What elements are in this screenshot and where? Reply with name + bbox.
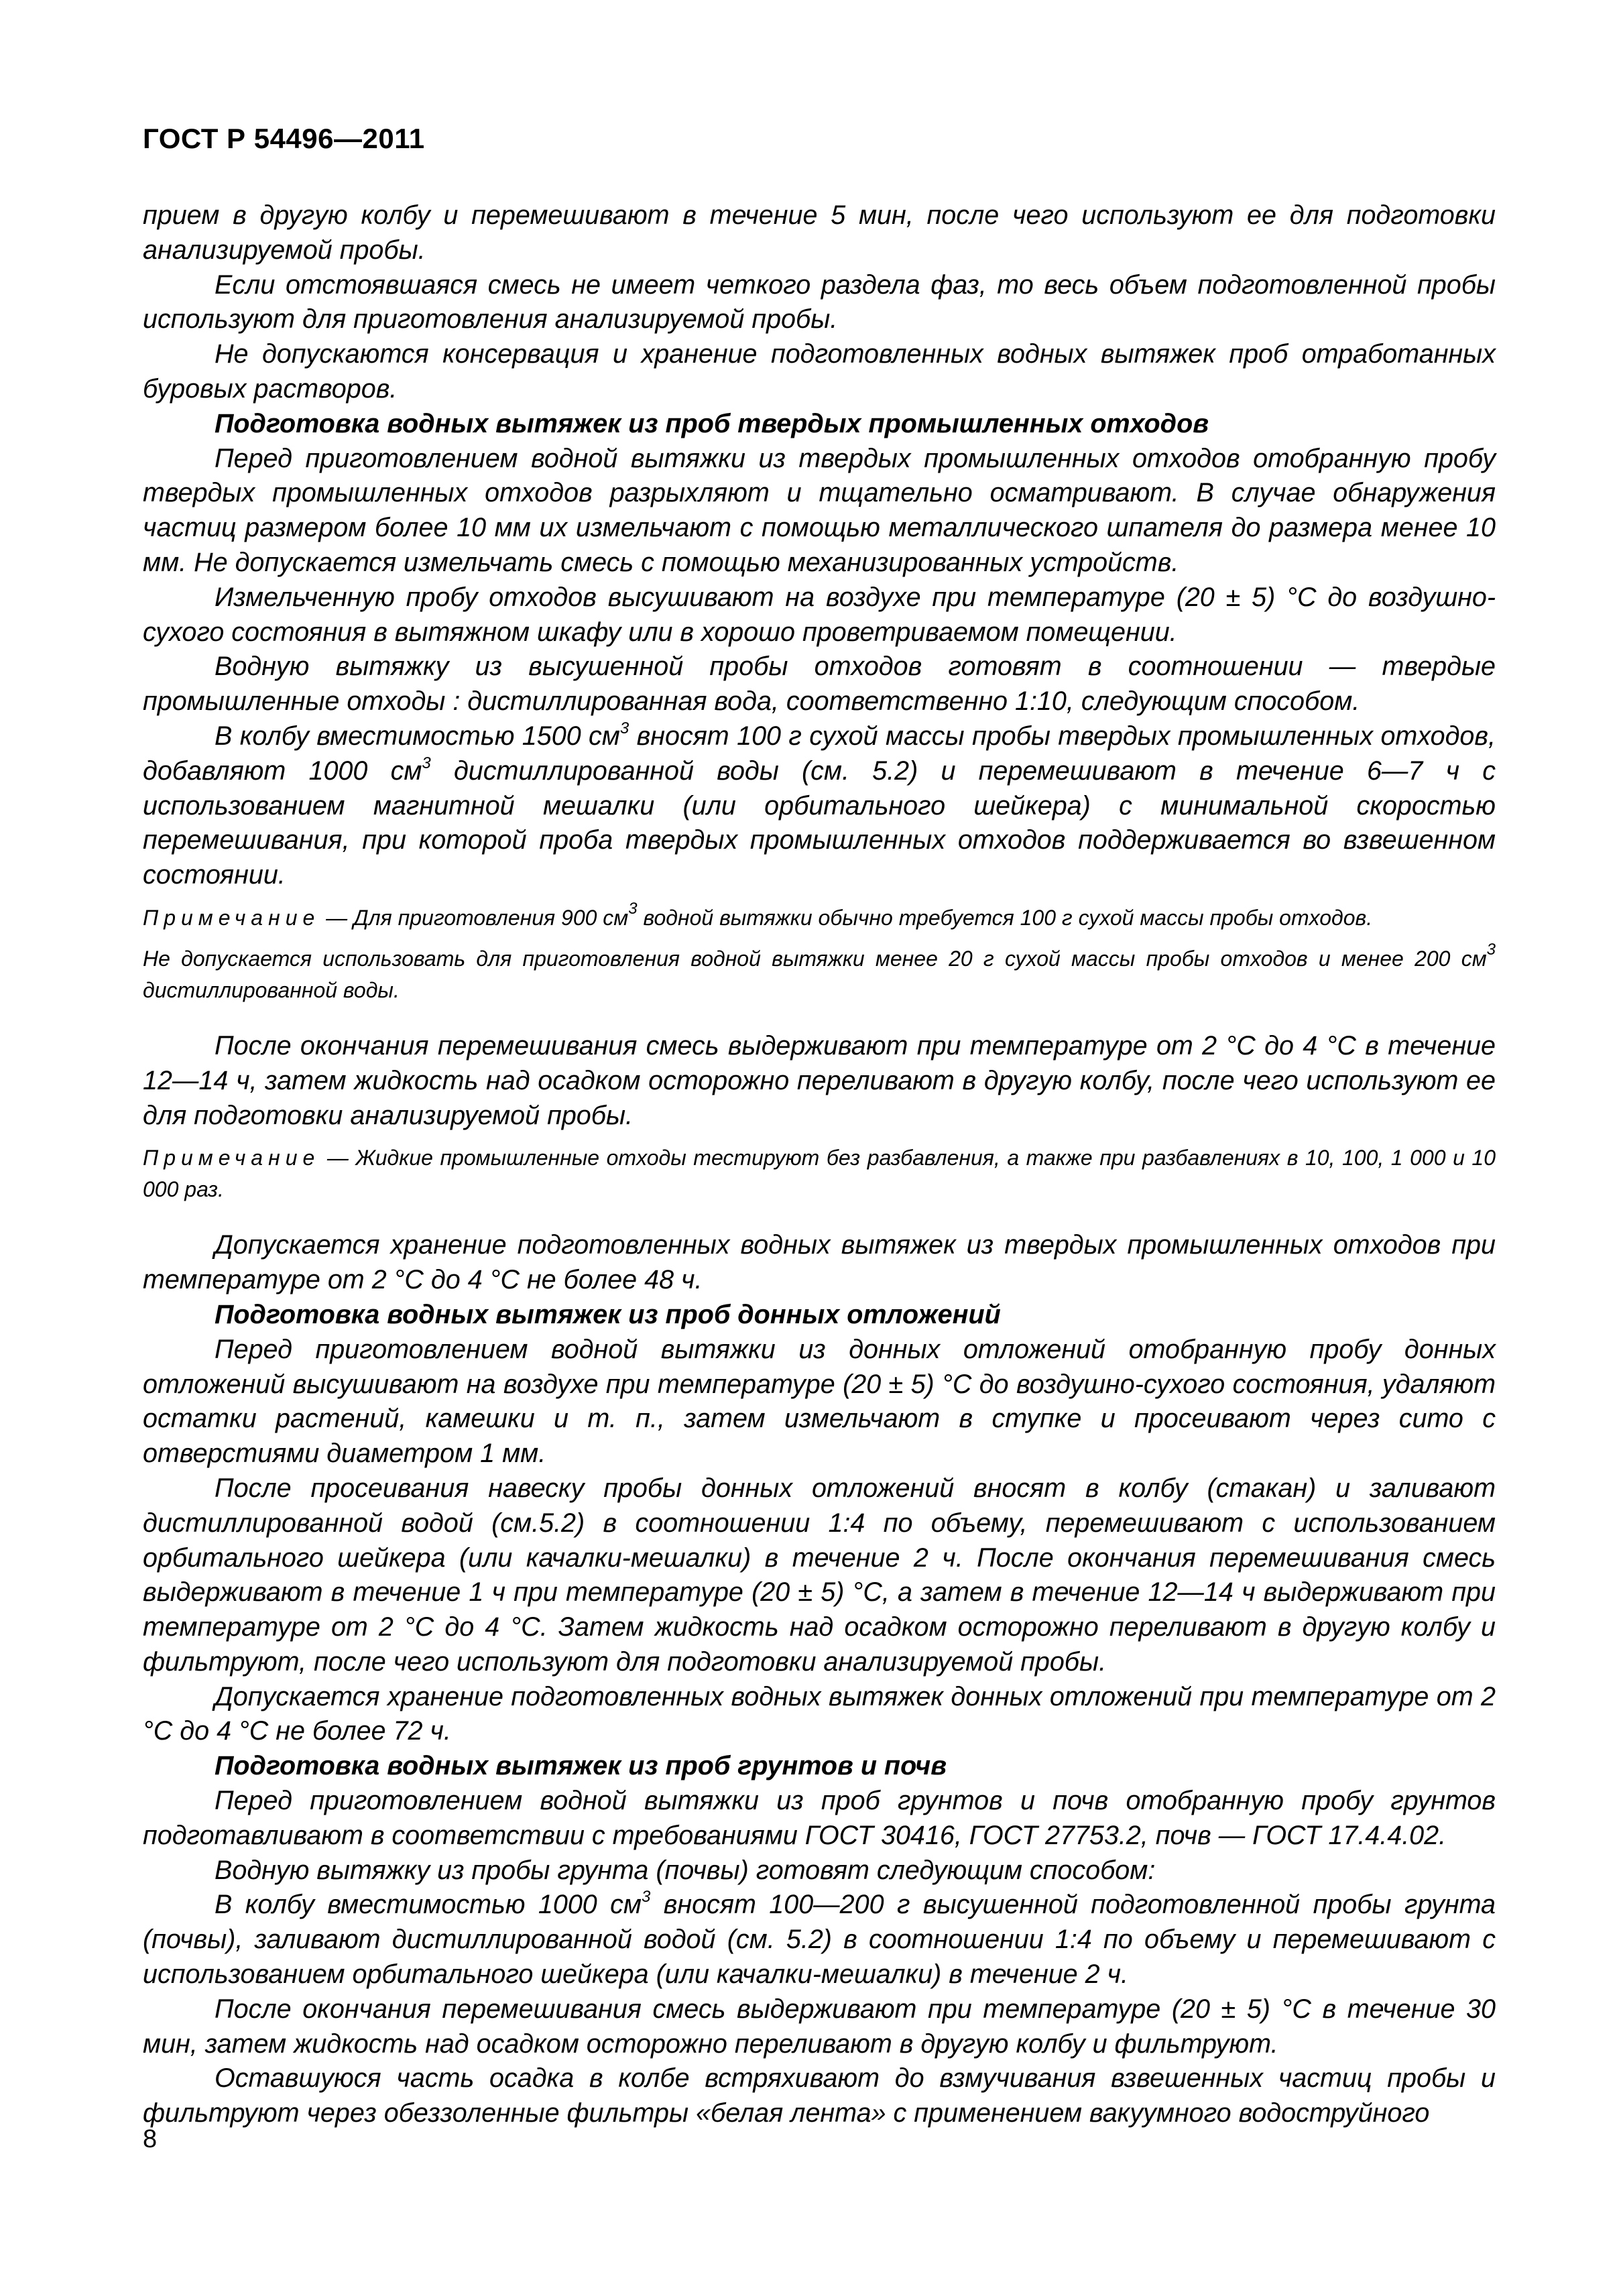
- body-paragraph: Измельченную пробу отходов высушивают на воздухе при температуре (20 ± 5) °С до воздушно-сухого состояния в вытяжном шкафу или в хорошо проветриваемом помещении.: [143, 582, 1496, 647]
- section-heading: Подготовка водных вытяжек из проб грунтов и почв: [215, 1751, 947, 1781]
- text-segment: дистиллированной воды.: [143, 977, 400, 1002]
- body-paragraph: Водную вытяжку из пробы грунта (почвы) готовят следующим способом:: [215, 1855, 1156, 1885]
- document-body: [143, 198, 1496, 2131]
- section-heading: Подготовка водных вытяжек из проб твердых промышленных отходов: [215, 408, 1209, 438]
- body-paragraph: Если отстоявшаяся смесь не имеет четкого раздела фаз, то весь объем подготовленной пробы используют для приготовления анализируемой пробы.: [143, 269, 1496, 335]
- body-paragraph: Водную вытяжку из высушенной пробы отходов готовят в соотношении — твердые промышленные отходы : дистиллированная вода, соответственно 1:10, следующим способом.: [143, 652, 1496, 717]
- body-paragraph: Перед приготовлением водной вытяжки из проб грунтов и почв отобранную пробу грунтов подготавливают в соответствии с требованиями ГОСТ 30416, ГОСТ 27753.2, почв — ГОСТ 17.4.4.02.: [143, 1786, 1496, 1850]
- note-paragraph: [143, 899, 1496, 934]
- body-paragraph: Перед приготовлением водной вытяжки из донных отложений отобранную пробу донных отложений высушивают на воздухе при температуре (20 ± 5) °С до воздушно-сухого состояния, удаляют остатки растений, камешки и т. п., затем измельчают в ступке и просеивают через сито с отверстиями диаметром 1 мм.: [143, 1334, 1496, 1469]
- section-heading: Подготовка водных вытяжек из проб донных отложений: [215, 1299, 1001, 1329]
- superscript: 3: [1486, 940, 1496, 959]
- superscript: 3: [619, 719, 629, 737]
- text-segment: вносят 100 г сухой массы пробы твердых промышленных отходов, добавляют 1000 см: [143, 721, 1496, 786]
- text-segment: дистиллированной воды (см. 5.2) и перемешивают в течение 6—7 ч с использованием магнитной мешалки (или орбитального шейкера) с минимальной скоростью перемешивания, при которой проба твердых промышленных отходов поддерживается во взвешенном состоянии.: [143, 756, 1496, 890]
- body-paragraph: После окончания перемешивания смесь выдерживают при температуре (20 ± 5) °С в течение 30 мин, затем жидкость над осадком осторожно переливают в другую колбу и фильтруют.: [143, 1994, 1496, 2059]
- note-paragraph: [143, 940, 1496, 1006]
- body-paragraph: Перед приготовлением водной вытяжки из твердых промышленных отходов отобранную пробу твердых промышленных отходов разрыхляют и тщательно осматривают. В случае обнаружения частиц размером более 10 мм их измельчают с помощью металлического шпателя до размера менее 10 мм. Не допускается измельчать смесь с помощью механизированных устройств.: [143, 443, 1496, 577]
- superscript: 3: [628, 899, 638, 918]
- body-paragraph: После окончания перемешивания смесь выдерживают при температуре от 2 °С до 4 °С в течение 12—14 ч, затем жидкость над осадком осторожно переливают в другую колбу, после чего используют ее для подготовки анализируемой пробы.: [143, 1030, 1496, 1130]
- note-label: Примечание: [143, 905, 320, 930]
- text-segment: — Для приготовления 900 см: [320, 905, 629, 930]
- body-paragraph: прием в другую колбу и перемешивают в течение 5 мин, после чего используют ее для подготовки анализируемой пробы.: [143, 200, 1496, 265]
- body-paragraph: [143, 1888, 1496, 1992]
- text-segment: вносят 100—200 г высушенной подготовленной пробы грунта (почвы), заливают дистиллированной водой (см. 5.2) в соотношении 1:4 по объему и перемешивают с использованием орбитального шейкера (или качалки-мешалки) в течение 2 ч.: [143, 1890, 1496, 1990]
- document-code: ГОСТ Р 54496—2011: [143, 123, 425, 154]
- superscript: 3: [422, 753, 431, 772]
- body-paragraph: Не допускаются консервация и хранение подготовленных водных вытяжек проб отработанных буровых растворов.: [143, 339, 1496, 404]
- note-paragraph: [143, 1142, 1496, 1205]
- text-segment: В колбу вместимостью 1500 см: [215, 721, 620, 751]
- body-paragraph: [143, 719, 1496, 893]
- body-paragraph: После просеивания навеску пробы донных отложений вносят в колбу (стакан) и заливают дистиллированной водой (см.5.2) в соотношении 1:4 по объему, перемешивают с использованием орбитального шейкера (или качалки-мешалки) в течение 2 ч. После окончания перемешивания смесь выдерживают в течение 1 ч при температуре (20 ± 5) °С, а затем в течение 12—14 ч выдерживают при температуре от 2 °С до 4 °С. Затем жидкость над осадком осторожно переливают в другую колбу и фильтруют, после чего используют для подготовки анализируемой пробы.: [143, 1473, 1496, 1677]
- body-paragraph: Допускается хранение подготовленных водных вытяжек донных отложений при температуре от 2 °С до 4 °С не более 72 ч.: [143, 1681, 1496, 1746]
- text-segment: водной вытяжки обычно требуется 100 г сухой массы пробы отходов.: [637, 905, 1373, 930]
- note-label: Примечание: [143, 1146, 320, 1170]
- text-segment: В колбу вместимостью 1000 см: [215, 1890, 642, 1920]
- body-paragraph: Допускается хранение подготовленных водных вытяжек из твердых промышленных отходов при температуре от 2 °С до 4 °С не более 48 ч.: [143, 1230, 1496, 1295]
- body-paragraph: Оставшуюся часть осадка в колбе встряхивают до взмучивания взвешенных частиц пробы и фильтруют через обеззоленные фильтры «белая лента» с применением вакуумного водоструйного: [143, 2063, 1496, 2128]
- page-number: 8: [143, 2125, 158, 2153]
- superscript: 3: [642, 1888, 651, 1907]
- text-segment: — Жидкие промышленные отходы тестируют без разбавления, а также при разбавлениях в 10, 100, 1 000 и 10 000 раз.: [143, 1146, 1496, 1202]
- text-segment: Не допускается использовать для приготовления водной вытяжки менее 20 г сухой массы пробы отходов и менее 200 см: [143, 946, 1487, 971]
